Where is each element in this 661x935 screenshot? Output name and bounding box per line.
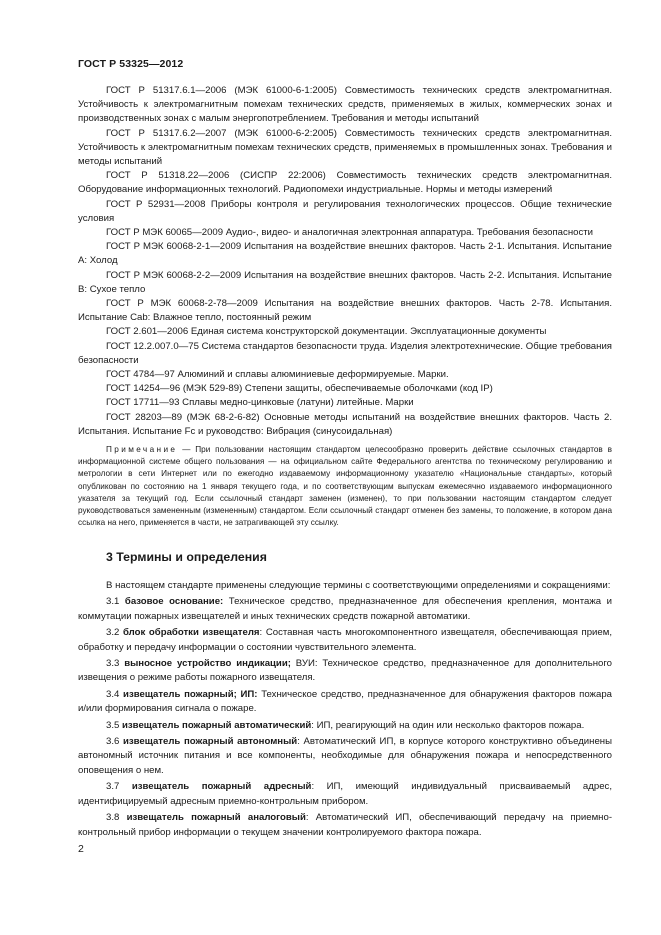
section-title: 3 Термины и определения — [106, 550, 267, 564]
term-number: 3.3 — [106, 658, 120, 670]
note-paragraph — [78, 444, 612, 529]
reference-item: ГОСТ Р 52931—2008 Приборы контроля и регулирования технологических процессов. Общие технические условия — [78, 198, 612, 224]
term-number: 3.6 — [106, 736, 120, 748]
term-item — [78, 780, 612, 809]
term-name: базовое основание: — [124, 596, 224, 608]
reference-item: ГОСТ 14254—96 (МЭК 529-89) Степени защиты, обеспечиваемые оболочками (код IP) — [106, 383, 493, 395]
page-number: 2 — [78, 843, 84, 855]
term-number: 3.2 — [106, 627, 120, 639]
term-name: извещатель пожарный автономный — [122, 736, 298, 748]
reference-item: ГОСТ 17711—93 Сплавы медно-цинковые (латуни) литейные. Марки — [106, 397, 414, 409]
reference-item: ГОСТ Р МЭК 60065—2009 Аудио-, видео- и аналогичная электронная аппаратура. Требования безопасности — [106, 227, 593, 239]
note-label: Примечание — [106, 445, 178, 454]
term-item — [78, 688, 612, 717]
reference-item: ГОСТ Р МЭК 60068-2-1—2009 Испытания на воздействие внешних факторов. Часть 2-1. Испытания. Испытание А: Холод — [78, 241, 612, 267]
reference-item: ГОСТ 28203—89 (МЭК 68-2-6-82) Основные методы испытаний на воздействие внешних факторов. Часть 2. Испытания. Испытание Fc и руководство: Вибрация (синусоидальная) — [78, 411, 612, 437]
term-number: 3.7 — [106, 781, 120, 793]
reference-item: ГОСТ 2.601—2006 Единая система конструкторской документации. Эксплуатационные документы — [106, 326, 547, 338]
term-number: 3.8 — [106, 812, 120, 824]
note-text: — При пользовании настоящим стандартом целесообразно проверить действие ссылочных стандартов в информационной системе общего пользования — на официальном сайте Федерального агентства по техническому регулированию и метрологии в сети Интернет или по ежегодно издаваемому информационному указателю «Национальные стандарты», который опубликован по состоянию на 1 января текущего года, и по соответствующим выпускам ежемесячно издаваемого информационного указателя за текущий год. Если ссылочный стандарт заменен (изменен), то при пользовании настоящим стандартом следует руководствоваться замененным (измененным) стандартом. Если ссылочный стандарт отменен без замены, то положение, в котором дана ссылка на него, применяется в части, не затрагивающей эту ссылку. — [78, 445, 612, 528]
terms-list — [78, 579, 612, 840]
term-item — [78, 595, 612, 624]
note-block — [78, 444, 612, 529]
term-item — [78, 719, 612, 733]
reference-item: ГОСТ Р 51317.6.1—2006 (МЭК 61000-6-1:2005) Совместимость технических средств электромагнитная. Устойчивость к электромагнитным помехам технических средств, применяемых в жилых, коммерческих зонах и производственных зонах с малым энергопотреблением. Требования и методы испытаний — [78, 85, 612, 125]
term-definition: ВУИ: Техническое средство, предназначенное для дополнительного извещения о режиме работы пожарного извещателя. — [78, 658, 612, 684]
reference-item: ГОСТ Р МЭК 60068-2-2—2009 Испытания на воздействие внешних факторов. Часть 2-2. Испытания. Испытание В: Сухое тепло — [78, 269, 612, 295]
reference-item: ГОСТ Р 51317.6.2—2007 (МЭК 61000-6-2:2005) Совместимость технических средств электромагнитная. Устойчивость к электромагнитным помехам технических средств, применяемых в промышленных зонах. Требования и методы испытаний — [78, 127, 612, 168]
term-definition: : Составная часть многокомпонентного извещателя, обеспечивающая прием, обработку и передачу информации о состоянии чувствительного элемента. — [78, 627, 613, 653]
reference-item: ГОСТ Р МЭК 60068-2-78—2009 Испытания на воздействие внешних факторов. Часть 2-78. Испытания. Испытание Cab: Влажное тепло, постоянный режим — [78, 298, 612, 324]
term-number: 3.5 — [106, 719, 120, 731]
term-definition: : ИП, реагирующий на один или несколько факторов пожара. — [311, 719, 585, 731]
term-name: извещатель пожарный; ИП: — [123, 688, 258, 700]
reference-item: ГОСТ Р 51318.22—2006 (СИСПР 22:2006) Совместимость технических средств электромагнитная. Оборудование информационных технологий. Радиопомехи индустриальные. Нормы и методы измерений — [78, 170, 612, 196]
references-list — [78, 84, 612, 439]
term-definition: Техническое средство, предназначенное для обеспечения крепления, монтажа и коммутации пожарных извещателей и иных технических средств пожарной автоматики. — [78, 596, 612, 622]
reference-item: ГОСТ 4784—97 Алюминий и сплавы алюминиевые деформируемые. Марки. — [106, 369, 449, 381]
term-item — [78, 657, 612, 686]
term-item — [78, 626, 612, 655]
term-name: извещатель пожарный аналоговый — [126, 812, 306, 824]
term-definition: Техническое средство, предназначенное для обнаружения факторов пожара и/или формирования сигнала о пожаре. — [78, 688, 612, 715]
term-item — [78, 811, 612, 840]
term-number: 3.1 — [106, 596, 120, 608]
term-name: извещатель пожарный адресный — [131, 781, 312, 793]
term-name: выносное устройство индикации; — [124, 658, 291, 670]
term-number: 3.4 — [106, 688, 120, 700]
page-header: ГОСТ Р 53325—2012 — [78, 58, 184, 70]
term-definition: : Автоматический ИП, в корпусе которого конструктивно объединены автономный источник питания и все компоненты, необходимые для обнаружения пожара и непосредственного оповещения о нем. — [78, 736, 612, 776]
section-intro: В настоящем стандарте применены следующие термины с соответствующими определениями и сокращениями: — [106, 580, 611, 591]
term-name: блок обработки извещателя — [122, 627, 260, 639]
reference-item: ГОСТ 12.2.007.0—75 Система стандартов безопасности труда. Изделия электротехнические. Общие требования безопасности — [78, 340, 612, 366]
term-definition: : Автоматический ИП, обеспечивающий передачу на приемно-контрольный прибор информации о текущем значении контролируемого фактора пожара. — [78, 812, 613, 838]
term-name: извещатель пожарный автоматический — [122, 719, 312, 731]
term-definition: : ИП, имеющий индивидуальный присваиваемый адрес, идентифицируемый адресным приемно-контрольным прибором. — [78, 781, 612, 807]
term-item — [78, 735, 612, 778]
